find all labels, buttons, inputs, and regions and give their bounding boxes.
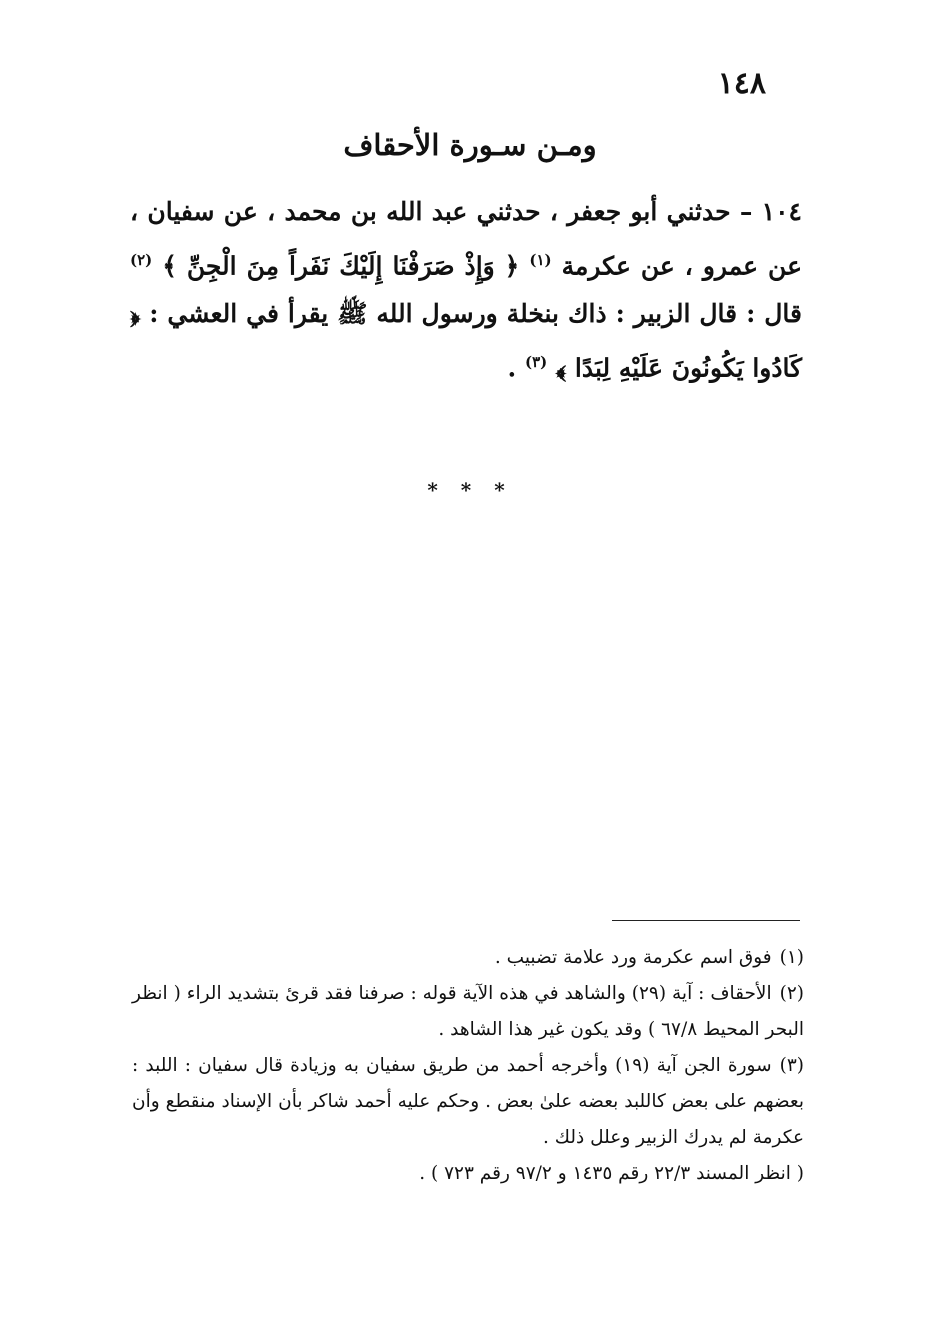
hadith-dash: – [739, 197, 753, 226]
hadith-body: قال : قال الزبير : ذاك بنخلة ورسول الله ﷺ يقرأ في العشي : [149, 299, 802, 329]
footnote-marker: (١) [779, 947, 804, 968]
footnote-text: ( انظر المسند ٢٢/٣ رقم ١٤٣٥ و ٩٧/٢ رقم ٧٢٣ ) . [419, 1163, 804, 1184]
footnote-2 [132, 976, 804, 1048]
footnote-text: فوق اسم عكرمة ورد علامة تضبيب . [494, 947, 772, 968]
page-number: ١٤٨ [717, 66, 766, 101]
section-separator: * * * [427, 478, 513, 502]
footnote-3 [132, 1048, 804, 1156]
hadith-chain: حدثني أبو جعفر ، حدثني عبد الله بن محمد ، عن سفيان ، عن عمرو ، عن عكرمة [130, 197, 802, 281]
hadith-number: ١٠٤ [761, 197, 802, 226]
footnote-text: سورة الجن آية (١٩) وأخرجه أحمد من طريق سفيان به وزيادة قال سفيان : اللبد : بعضهم على بعض كاللبد بعضه علىٰ بعض . وحكم عليه أحمد شاكر بأن الإسناد منقطع وأن عكرمة لم يدرك الزبير وعلل ذلك . [132, 1055, 804, 1148]
footnote-ref-2: (٢) [130, 251, 153, 269]
hadith-end: . [507, 353, 517, 383]
quran-verse-2: ﴿ كَادُوا يَكُونُونَ عَلَيْهِ لِبَدًا ﴾ [130, 299, 802, 383]
footnote-ref-1: (١) [529, 251, 552, 269]
footnote-marker: (٢) [779, 983, 804, 1004]
footnote-marker: (٣) [779, 1055, 804, 1076]
footnote-text: الأحقاف : آية (٢٩) والشاهد في هذه الآية قوله : صرفنا فقد قرئ بتشديد الراء ( انظر البحر المحيط ٦٧/٨ ) وقد يكون غير هذا الشاهد . [132, 983, 804, 1040]
footnote-3-reference [132, 1156, 804, 1192]
hadith-text [130, 188, 802, 393]
chapter-title: ومـن سـورة الأحقاف [343, 128, 597, 162]
footnote-divider [612, 920, 800, 921]
footnote-1 [132, 940, 804, 976]
footnote-ref-3: (٣) [524, 353, 548, 372]
footnotes [132, 940, 804, 1192]
quran-verse-1: ﴿ وَإِذْ صَرَفْنَا إِلَيْكَ نَفَراً مِنَ الْجِنِّ ﴾ [162, 251, 520, 281]
